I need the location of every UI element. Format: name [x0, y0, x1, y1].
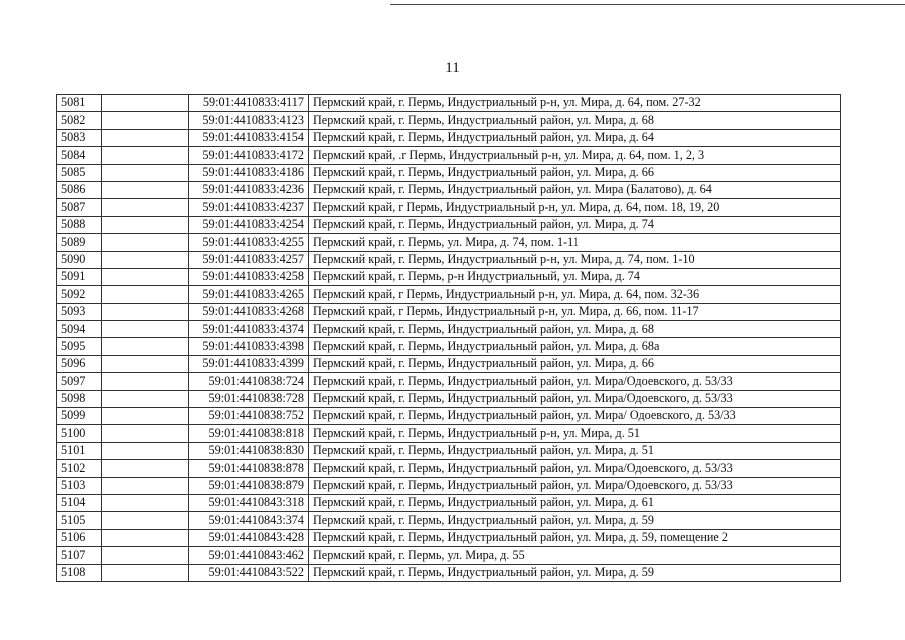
row-number-cell: 5103 — [57, 477, 102, 494]
cadastral-number-cell: 59:01:4410838:818 — [189, 425, 309, 442]
empty-cell — [102, 234, 189, 251]
row-number-cell: 5106 — [57, 529, 102, 546]
row-number-cell: 5086 — [57, 181, 102, 198]
row-number-cell: 5089 — [57, 234, 102, 251]
table-row — [57, 112, 841, 129]
row-number-cell: 5097 — [57, 373, 102, 390]
empty-cell — [102, 251, 189, 268]
address-cell: Пермский край, г Пермь, Индустриальный р-н, ул. Мира, д. 64, пом. 18, 19, 20 — [309, 199, 841, 216]
row-number-cell: 5102 — [57, 460, 102, 477]
cadastral-number-cell: 59:01:4410843:428 — [189, 529, 309, 546]
table-row — [57, 164, 841, 181]
table-row — [57, 147, 841, 164]
address-cell: Пермский край, г. Пермь, Индустриальный район, ул. Мира, д. 61 — [309, 494, 841, 511]
address-cell: Пермский край, г. Пермь, Индустриальный район, ул. Мира/Одоевского, д. 53/33 — [309, 390, 841, 407]
row-number-cell: 5082 — [57, 112, 102, 129]
empty-cell — [102, 547, 189, 564]
address-cell: Пермский край, г. Пермь, Индустриальный р-н, ул. Мира, д. 74, пом. 1-10 — [309, 251, 841, 268]
table-row — [57, 95, 841, 112]
row-number-cell: 5083 — [57, 129, 102, 146]
table-row — [57, 512, 841, 529]
address-cell: Пермский край, г. Пермь, Индустриальный район, ул. Мира/Одоевского, д. 53/33 — [309, 460, 841, 477]
table-row — [57, 216, 841, 233]
row-number-cell: 5093 — [57, 303, 102, 320]
cadastral-number-cell: 59:01:4410833:4268 — [189, 303, 309, 320]
address-cell: Пермский край, г. Пермь, ул. Мира, д. 55 — [309, 547, 841, 564]
top-rule — [390, 4, 905, 5]
address-cell: Пермский край, г. Пермь, Индустриальный район, ул. Мира, д. 59 — [309, 564, 841, 581]
table-row — [57, 338, 841, 355]
cadastral-number-cell: 59:01:4410838:878 — [189, 460, 309, 477]
empty-cell — [102, 564, 189, 581]
empty-cell — [102, 477, 189, 494]
address-cell: Пермский край, г. Пермь, Индустриальный район, ул. Мира, д. 68а — [309, 338, 841, 355]
table-row — [57, 425, 841, 442]
table-row — [57, 564, 841, 581]
cadastral-number-cell: 59:01:4410843:462 — [189, 547, 309, 564]
empty-cell — [102, 268, 189, 285]
empty-cell — [102, 286, 189, 303]
table-row — [57, 390, 841, 407]
row-number-cell: 5104 — [57, 494, 102, 511]
empty-cell — [102, 95, 189, 112]
cadastral-number-cell: 59:01:4410843:318 — [189, 494, 309, 511]
row-number-cell: 5090 — [57, 251, 102, 268]
empty-cell — [102, 164, 189, 181]
empty-cell — [102, 425, 189, 442]
table-row — [57, 355, 841, 372]
address-cell: Пермский край, г. Пермь, Индустриальный район, ул. Мира, д. 68 — [309, 112, 841, 129]
table-row — [57, 442, 841, 459]
cadastral-number-cell: 59:01:4410838:724 — [189, 373, 309, 390]
empty-cell — [102, 494, 189, 511]
table-row — [57, 234, 841, 251]
table-row — [57, 251, 841, 268]
row-number-cell: 5085 — [57, 164, 102, 181]
empty-cell — [102, 147, 189, 164]
empty-cell — [102, 442, 189, 459]
registry-body — [57, 95, 841, 582]
cadastral-number-cell: 59:01:4410838:830 — [189, 442, 309, 459]
row-number-cell: 5105 — [57, 512, 102, 529]
address-cell: Пермский край, .г Пермь, Индустриальный р-н, ул. Мира, д. 64, пом. 1, 2, 3 — [309, 147, 841, 164]
address-cell: Пермский край, г. Пермь, Индустриальный район, ул. Мира, д. 66 — [309, 355, 841, 372]
address-cell: Пермский край, г. Пермь, Индустриальный район, ул. Мира/Одоевского, д. 53/33 — [309, 373, 841, 390]
empty-cell — [102, 338, 189, 355]
address-cell: Пермский край, г. Пермь, Индустриальный р-н, ул. Мира, д. 51 — [309, 425, 841, 442]
table-row — [57, 129, 841, 146]
row-number-cell: 5094 — [57, 321, 102, 338]
cadastral-number-cell: 59:01:4410833:4117 — [189, 95, 309, 112]
row-number-cell: 5101 — [57, 442, 102, 459]
page-number: 11 — [445, 60, 460, 76]
empty-cell — [102, 129, 189, 146]
cadastral-number-cell: 59:01:4410833:4154 — [189, 129, 309, 146]
empty-cell — [102, 355, 189, 372]
table-row — [57, 494, 841, 511]
row-number-cell: 5095 — [57, 338, 102, 355]
empty-cell — [102, 529, 189, 546]
row-number-cell: 5091 — [57, 268, 102, 285]
empty-cell — [102, 181, 189, 198]
cadastral-number-cell: 59:01:4410843:522 — [189, 564, 309, 581]
empty-cell — [102, 512, 189, 529]
address-cell: Пермский край, г Пермь, Индустриальный р-н, ул. Мира, д. 64, пом. 32-36 — [309, 286, 841, 303]
empty-cell — [102, 112, 189, 129]
address-cell: Пермский край, г. Пермь, ул. Мира, д. 74, пом. 1-11 — [309, 234, 841, 251]
row-number-cell: 5092 — [57, 286, 102, 303]
row-number-cell: 5100 — [57, 425, 102, 442]
table-row — [57, 408, 841, 425]
row-number-cell: 5084 — [57, 147, 102, 164]
empty-cell — [102, 390, 189, 407]
empty-cell — [102, 303, 189, 320]
table-row — [57, 529, 841, 546]
empty-cell — [102, 199, 189, 216]
cadastral-number-cell: 59:01:4410833:4265 — [189, 286, 309, 303]
cadastral-number-cell: 59:01:4410833:4374 — [189, 321, 309, 338]
row-number-cell: 5099 — [57, 408, 102, 425]
cadastral-number-cell: 59:01:4410833:4399 — [189, 355, 309, 372]
cadastral-number-cell: 59:01:4410833:4258 — [189, 268, 309, 285]
row-number-cell: 5098 — [57, 390, 102, 407]
table-row — [57, 547, 841, 564]
cadastral-number-cell: 59:01:4410833:4398 — [189, 338, 309, 355]
table-row — [57, 286, 841, 303]
empty-cell — [102, 216, 189, 233]
address-cell: Пермский край, г. Пермь, Индустриальный район, ул. Мира/ Одоевского, д. 53/33 — [309, 408, 841, 425]
address-cell: Пермский край, г. Пермь, Индустриальный район, ул. Мира, д. 66 — [309, 164, 841, 181]
empty-cell — [102, 460, 189, 477]
address-cell: Пермский край, г. Пермь, Индустриальный район, ул. Мира (Балатово), д. 64 — [309, 181, 841, 198]
row-number-cell: 5088 — [57, 216, 102, 233]
cadastral-number-cell: 59:01:4410833:4123 — [189, 112, 309, 129]
address-cell: Пермский край, г. Пермь, Индустриальный район, ул. Мира, д. 74 — [309, 216, 841, 233]
table-row — [57, 181, 841, 198]
cadastral-number-cell: 59:01:4410833:4236 — [189, 181, 309, 198]
address-cell: Пермский край, г. Пермь, Индустриальный район, ул. Мира, д. 64 — [309, 129, 841, 146]
cadastral-number-cell: 59:01:4410833:4255 — [189, 234, 309, 251]
cadastral-number-cell: 59:01:4410833:4257 — [189, 251, 309, 268]
table-row — [57, 460, 841, 477]
cadastral-number-cell: 59:01:4410838:728 — [189, 390, 309, 407]
table-row — [57, 199, 841, 216]
cadastral-number-cell: 59:01:4410838:879 — [189, 477, 309, 494]
empty-cell — [102, 373, 189, 390]
address-cell: Пермский край, г Пермь, Индустриальный р-н, ул. Мира, д. 66, пом. 11-17 — [309, 303, 841, 320]
table-row — [57, 268, 841, 285]
cadastral-number-cell: 59:01:4410833:4186 — [189, 164, 309, 181]
row-number-cell: 5107 — [57, 547, 102, 564]
empty-cell — [102, 408, 189, 425]
address-cell: Пермский край, г. Пермь, Индустриальный район, ул. Мира, д. 51 — [309, 442, 841, 459]
row-number-cell: 5081 — [57, 95, 102, 112]
cadastral-number-cell: 59:01:4410833:4172 — [189, 147, 309, 164]
address-cell: Пермский край, г. Пермь, Индустриальный район, ул. Мира, д. 59, помещение 2 — [309, 529, 841, 546]
registry-table — [56, 94, 841, 582]
address-cell: Пермский край, г. Пермь, Индустриальный район, ул. Мира, д. 59 — [309, 512, 841, 529]
cadastral-number-cell: 59:01:4410838:752 — [189, 408, 309, 425]
row-number-cell: 5108 — [57, 564, 102, 581]
cadastral-number-cell: 59:01:4410833:4237 — [189, 199, 309, 216]
address-cell: Пермский край, г. Пермь, Индустриальный район, ул. Мира, д. 68 — [309, 321, 841, 338]
address-cell: Пермский край, г. Пермь, р-н Индустриальный, ул. Мира, д. 74 — [309, 268, 841, 285]
cadastral-number-cell: 59:01:4410843:374 — [189, 512, 309, 529]
table-row — [57, 477, 841, 494]
table-row — [57, 303, 841, 320]
row-number-cell: 5087 — [57, 199, 102, 216]
address-cell: Пермский край, г. Пермь, Индустриальный район, ул. Мира/Одоевского, д. 53/33 — [309, 477, 841, 494]
table-row — [57, 373, 841, 390]
cadastral-number-cell: 59:01:4410833:4254 — [189, 216, 309, 233]
row-number-cell: 5096 — [57, 355, 102, 372]
address-cell: Пермский край, г. Пермь, Индустриальный р-н, ул. Мира, д. 64, пом. 27-32 — [309, 95, 841, 112]
empty-cell — [102, 321, 189, 338]
table-row — [57, 321, 841, 338]
